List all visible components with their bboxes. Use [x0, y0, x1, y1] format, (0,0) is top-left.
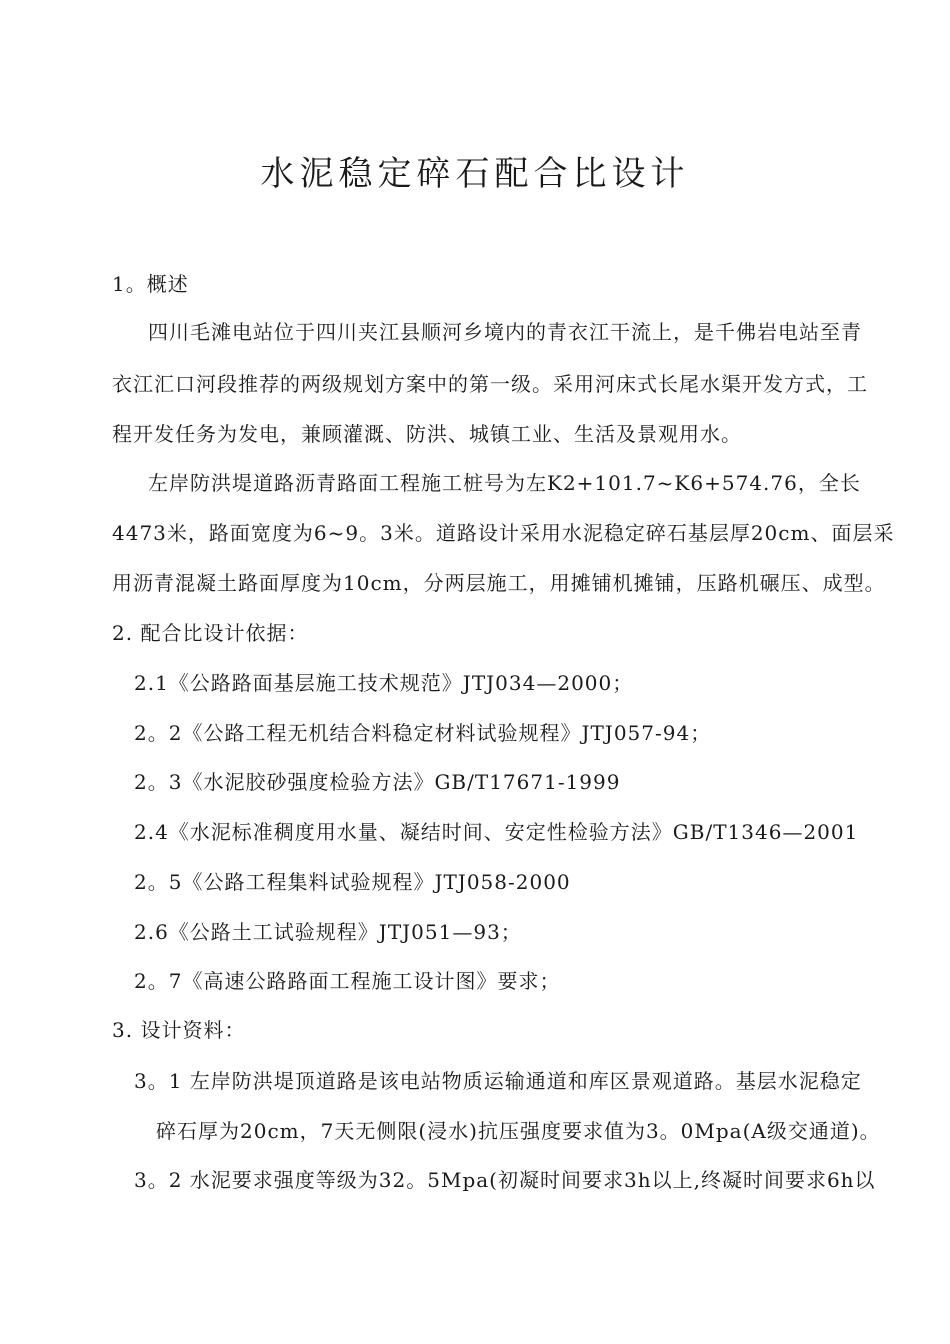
reference-item: 2。3《水泥胶砂强度检验方法》GB/T17671-1999 — [134, 770, 621, 794]
design-data-item: 3。2 水泥要求强度等级为32。5Mpa(初凝时间要求3h以上,终凝时间要求6h以 — [134, 1168, 876, 1192]
reference-item: 2.1《公路路面基层施工技术规范》JTJ034—2000； — [134, 671, 634, 695]
reference-item: 2。2《公路工程无机结合料稳定材料试验规程》JTJ057-94； — [134, 721, 712, 745]
page-title: 水泥稳定碎石配合比设计 — [260, 154, 690, 194]
reference-item: 2.4《水泥标准稠度用水量、凝结时间、安定性检验方法》GB/T1346—2001 — [134, 820, 859, 844]
project-paragraph-line: 4473米，路面宽度为6~9。3米。道路设计采用水泥稳定碎石基层厚20cm、面层采 — [112, 521, 895, 545]
design-data-item: 3。1 左岸防洪堤顶道路是该电站物质运输通道和库区景观道路。基层水泥稳定 — [134, 1069, 862, 1093]
reference-item: 2。5《公路工程集料试验规程》JTJ058-2000 — [134, 870, 571, 894]
section-2-heading: 2. 配合比设计依据： — [112, 621, 309, 645]
section-1-heading: 1。概述 — [112, 272, 189, 296]
project-paragraph-line: 用沥青混凝土路面厚度为10cm，分两层施工，用摊铺机摊铺，压路机碾压、成型。 — [112, 571, 886, 595]
design-data-item: 碎石厚为20cm，7天无侧限(浸水)抗压强度要求值为3。0Mpa(A级交通道)。 — [156, 1119, 881, 1143]
reference-item: 2.6《公路土工试验规程》JTJ051—93； — [134, 920, 522, 944]
overview-paragraph-line: 衣江汇口河段推荐的两级规划方案中的第一级。采用河床式长尾水渠开发方式，工 — [112, 372, 868, 396]
project-paragraph-line: 左岸防洪堤道路沥青路面工程施工桩号为左K2+101.7~K6+574.76，全长 — [148, 471, 861, 495]
section-3-heading: 3. 设计资料： — [112, 1018, 246, 1042]
overview-paragraph-line: 程开发任务为发电，兼顾灌溉、防洪、城镇工业、生活及景观用水。 — [112, 422, 742, 446]
reference-item: 2。7《高速公路路面工程施工设计图》要求； — [134, 969, 561, 993]
overview-paragraph-line: 四川毛滩电站位于四川夹江县顺河乡境内的青衣江干流上，是千佛岩电站至青 — [148, 320, 862, 344]
